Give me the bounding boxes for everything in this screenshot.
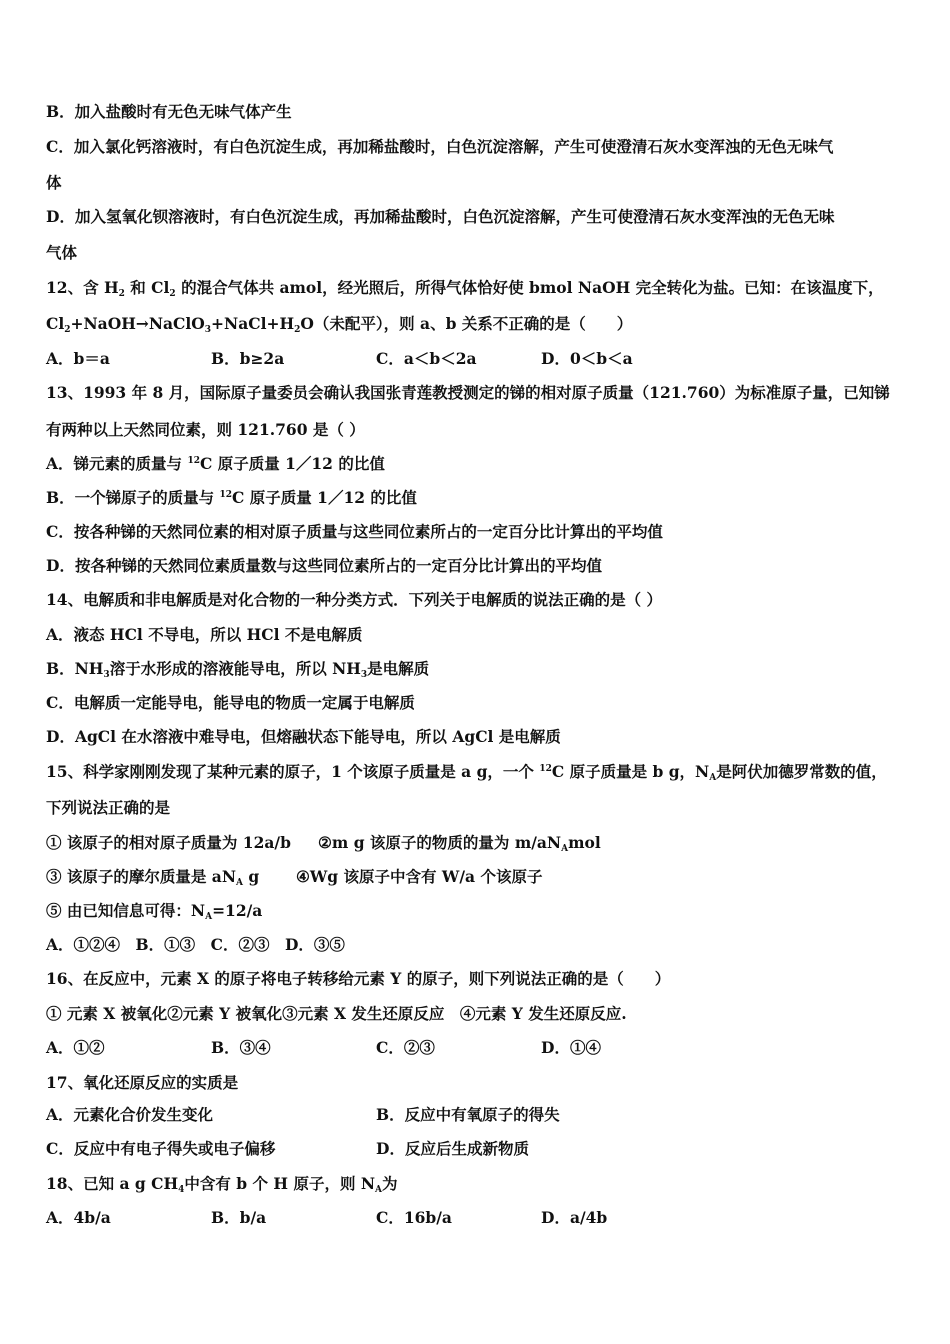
q13-option-a: A．锑元素的质量与 $^{12}$C 原子质量 1／12 的比值 [46,454,385,473]
q17-option-a: A．元素化合价发生变化 [46,1105,214,1124]
q12-stem-line1: 12、含 $H_2$ 和 $Cl_2$ 的混合气体共 amol，经光照后，所得气体恰好使 bmol NaOH 完全转化为盐。已知：在该温度下， [46,278,884,299]
q11-option-b: B．加入盐酸时有无色无味气体产生 [46,102,292,121]
q15-statement-4: ④Wg 该原子中含有 W/a 个该原子 [296,867,543,886]
q15-stem-line2: 下列说法正确的是 [46,798,171,817]
q11-option-d-line2: 气体 [46,243,78,262]
q12-stem-line2: $Cl_2+NaOH\to NaClO_3+NaCl+H_2O$（未配平），则 a、b 关系不正确的是（ ） [46,314,633,335]
q14-option-a: A．液态 HCl 不导电，所以 HCl 不是电解质 [46,625,363,644]
q16-option-a: A．①② [46,1038,105,1057]
q11-option-d-line1: D．加入氢氧化钡溶液时，有白色沉淀生成，再加稀盐酸时，白色沉淀溶解，产生可使澄清石灰水变浑浊的无色无味 [46,207,835,226]
q16-stem: 16、在反应中，元素 X 的原子将电子转移给元素 Y 的原子，则下列说法正确的是（ ） [46,969,671,988]
q17-option-d: D．反应后生成新物质 [376,1139,529,1158]
q12-option-a: A．b＝a [46,349,110,368]
q17-option-b: B．反应中有氧原子的得失 [376,1105,560,1124]
q11-option-c-line1: C．加入氯化钙溶液时，有白色沉淀生成，再加稀盐酸时，白色沉淀溶解，产生可使澄清石灰水变浑浊的无色无味气 [46,137,834,156]
q13-stem-line1: 13、1993 年 8 月，国际原子量委员会确认我国张青莲教授测定的锑的相对原子质量（121.760）为标准原子量，已知锑 [46,383,890,402]
q12-option-b: B．b≥2a [211,349,285,368]
q13-option-d: D．按各种锑的天然同位素质量数与这些同位素所占的一定百分比计算出的平均值 [46,556,602,575]
q18-option-d: D．a/4b [541,1208,608,1227]
q17-stem: 17、氧化还原反应的实质是 [46,1073,239,1092]
q15-statements-3-4 [46,866,543,888]
q18-option-c: C．16b/a [376,1208,452,1227]
q12-option-d: D．0＜b＜a [541,349,633,368]
q18-option-a: A．4b/a [46,1208,111,1227]
q14-option-c: C．电解质一定能导电，能导电的物质一定属于电解质 [46,693,415,712]
q15-stem-line1: 15、科学家刚刚发现了某种元素的原子，1 个该原子质量是 a g，一个 $^{12}$C 原子质量是 b g，$N_A$是阿伏加德罗常数的值， [46,762,887,783]
q18-option-b: B．b/a [211,1208,267,1227]
q13-option-c: C．按各种锑的天然同位素的相对原子质量与这些同位素所占的一定百分比计算出的平均值 [46,522,663,541]
q15-statements-1-2 [46,832,601,854]
q16-option-c: C．②③ [376,1038,435,1057]
q13-stem-line2: 有两种以上天然同位素，则 121.760 是（ ） [46,420,365,439]
q15-statement-2: ②m g 该原子的物质的量为 $m/aN_Amol$ [318,833,601,854]
q13-option-b: B．一个锑原子的质量与 $^{12}$C 原子质量 1／12 的比值 [46,488,417,507]
q12-option-c: C．a＜b＜2a [376,349,477,368]
q16-option-b: B．③④ [211,1038,271,1057]
q14-option-b: B．$NH_3$溶于水形成的溶液能导电，所以 $NH_3$是电解质 [46,659,430,680]
q15-statement-1: ① 该原子的相对原子质量为 12a/b [46,833,291,852]
q16-statements: ① 元素 X 被氧化②元素 Y 被氧化③元素 X 发生还原反应 ④元素 Y 发生还原反应. [46,1004,627,1023]
q14-stem: 14、电解质和非电解质是对化合物的一种分类方式．下列关于电解质的说法正确的是（ ） [46,590,662,609]
q16-option-d: D．①④ [541,1038,601,1057]
q14-option-d: D．AgCl 在水溶液中难导电，但熔融状态下能导电，所以 AgCl 是电解质 [46,727,561,746]
q11-option-c-line2: 体 [46,173,62,192]
q18-stem: 18、已知 a g $CH_4$中含有 b 个 H 原子，则 $N_A$为 [46,1174,398,1195]
q17-option-c: C．反应中有电子得失或电子偏移 [46,1139,276,1158]
q15-options: A．①②④ B．①③ C．②③ D．③⑤ [46,935,345,954]
q15-statement-5: ⑤ 由已知信息可得：$N_A=12/a$ [46,901,263,922]
q15-statement-3: ③ 该原子的摩尔质量是 $aN_A$ g [46,867,260,888]
